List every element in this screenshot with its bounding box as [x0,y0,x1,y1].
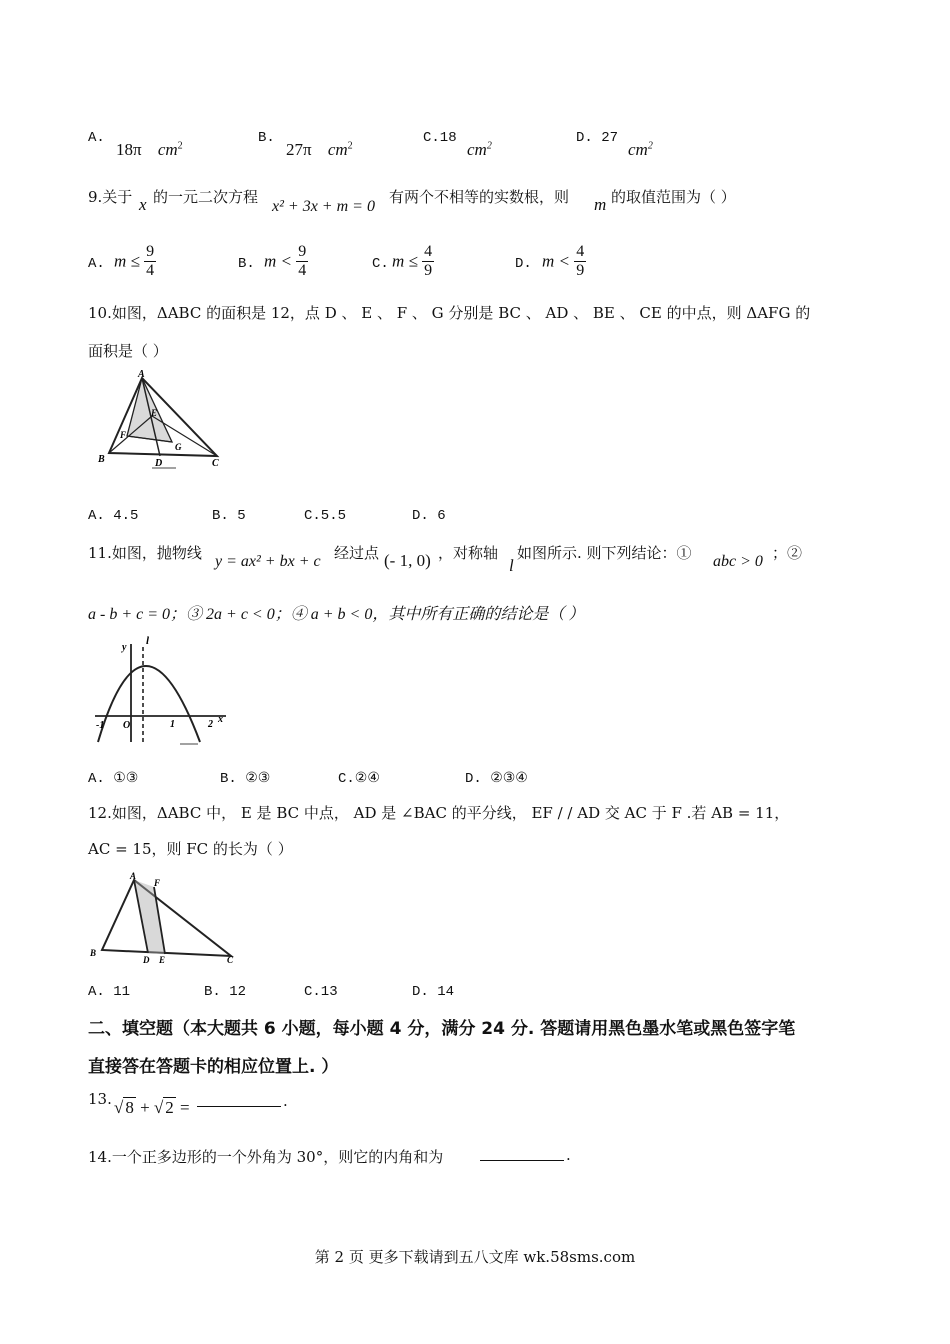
section-2-line-2: 直接答在答题卡的相应位置上. ） [88,1057,339,1077]
q10-option-c: C.5.5 [304,508,347,524]
section-2-line-1: 二、填空题（本大题共 6 小题，每小题 4 分，满分 24 分. 答题请用黑色墨水笔或黑色签字笔 [88,1019,796,1039]
q12-shaded-region [134,880,165,954]
q12-option-d: D. 14 [412,984,455,1000]
q9-option-c-label: C. [372,256,389,272]
q8-c-unit-text: cm [467,140,487,159]
q11-text-5: ；② [772,544,803,562]
q11-option-c: C.②④ [338,771,380,787]
q12-triangle-abc [102,880,231,956]
q8-b-value [286,140,353,160]
q10-label-d: D [155,458,163,469]
q9-a-num: 9 [146,243,155,260]
q10-label-a: A [138,369,145,380]
q9-option-a [114,243,156,280]
q11-option-d: D. ②③④ [465,771,528,787]
page-footer: 第 2 页 更多下载请到五八文库 wk.58sms.com [314,1248,636,1266]
q9-c-frac [422,243,434,280]
q9-c-den: 9 [424,262,433,279]
q9-b-num: 9 [298,243,307,260]
q9-d-frac [574,243,586,280]
q9-d-num: 4 [576,243,585,260]
q9-text-1: 9.关于 [88,188,133,206]
q11-conclusion-1: abc > 0 [713,553,763,570]
q9-text-3: 有两个不相等的实数根，则 [389,188,570,206]
q9-c-num: 4 [424,243,433,260]
q9-b-rel: m < [264,251,292,271]
q10-line-2: 面积是（ ） [88,342,168,360]
q8-a-value [116,140,183,160]
q9-option-d-label: D. [515,256,532,272]
q9-a-den: 4 [146,262,155,279]
q9-b-frac [296,243,308,280]
q12-label-e: E [159,955,166,965]
q9-var-x: x [139,195,147,214]
q8-a-label: A. [88,130,105,146]
q10-label-g: G [175,442,182,452]
q9-text-2: 的一元二次方程 [153,188,259,206]
q11-text-4: 如图所示. 则下列结论：① [517,544,692,562]
q8-c-unit [467,140,492,160]
q12-label-c: C [227,955,234,965]
q8-d-exp: 2 [647,140,653,152]
q11-text-3: ，对称轴 [438,544,499,562]
q8-option-d: D. 27 [576,130,619,146]
q11-text-1: 11.如图，抛物线 [88,544,202,562]
q12-label-f: F [154,878,161,888]
q11-line-2: a - b + c = 0；③ 2a + c < 0；④ a + b < 0，其中所有正确的结论是（ ） [88,606,585,623]
q9-option-b-label: B. [238,256,255,272]
q11-var-l: l [509,556,514,575]
q8-c-exp: 2 [486,140,492,152]
q13-radicand-8: 8 [125,1098,134,1117]
q10-label-e: E [151,408,158,418]
q9-equation: x² + 3x + m = 0 [272,198,375,215]
q12-option-a: A. 11 [88,984,131,1000]
q9-text-4: 的取值范围为（ ） [611,188,736,206]
q12-line-1: 12.如图，ΔABC 中， E 是 BC 中点， AD 是 ∠BAC 的平分线， EF / / AD 交 AC 于 F .若 AB = 11， [88,804,790,822]
q10-label-c: C [212,458,219,469]
q12-option-c: C.13 [304,984,338,1000]
q11-label-minus-1: -1 [96,720,105,731]
q10-option-d: D. 6 [412,508,446,524]
q11-label-l: l [146,635,150,647]
q12-option-b: B. 12 [204,984,247,1000]
q11-equation: y = ax² + bx + c [215,553,321,570]
q11-option-a: A. ①③ [88,771,139,787]
q13-expression [114,1098,190,1118]
q9-var-m: m [594,195,607,214]
q8-option-b [258,130,275,146]
q10-option-a: A. 4.5 [88,508,139,524]
q11-point: (- 1, 0) [384,551,431,570]
q8-a-exp: 2 [177,140,183,152]
q13-equals: = [180,1098,190,1117]
q9-option-a-label: A. [88,256,105,272]
q12-label-b: B [90,948,97,958]
q10-option-b: B. 5 [212,508,246,524]
q13-answer-blank[interactable] [197,1092,281,1107]
q9-option-d [542,243,586,280]
q10-label-b: B [98,454,105,465]
q11-label-2: 2 [208,719,213,730]
q8-option-a [88,130,105,146]
q12-label-a: A [130,871,137,881]
q8-b-num: 27π [286,140,312,159]
q11-label-1: 1 [170,719,175,730]
q9-c-rel: m ≤ [392,251,418,271]
q9-a-frac [144,243,156,280]
q11-label-x: x [218,714,223,725]
q11-label-o: O [123,720,131,731]
q14-text: 14.一个正多边形的一个外角为 30°，则它的内角和为 [88,1148,444,1166]
q13-period: . [283,1092,288,1110]
q11-text-2: 经过点 [334,544,380,562]
q10-figure [92,368,227,476]
q8-a-unit: cm [157,140,178,159]
q13-sqrt-2: √ 2 [153,1098,174,1117]
q8-option-c: C.18 [423,130,457,146]
q9-option-c [392,243,434,280]
q14-answer-blank[interactable] [480,1146,564,1161]
q9-option-b [264,243,308,280]
q8-b-unit: cm [327,140,348,159]
q8-d-unit-text: cm [628,140,648,159]
q10-line-1: 10.如图，ΔABC 的面积是 12，点 D 、 E 、 F 、 G 分别是 BC 、 AD 、 BE 、 CE 的中点，则 ΔAFG 的 [88,304,811,322]
q10-label-f: F [120,430,127,440]
q14-period: . [566,1146,571,1164]
q9-b-den: 4 [298,262,307,279]
q11-parabola [98,666,200,742]
q8-a-num: 18π [116,140,142,159]
q11-label-y: y [122,642,127,653]
q13-sqrt-8: √ 8 [114,1098,134,1117]
q12-label-d: D [143,955,150,965]
q13-radicand-2: 2 [165,1098,174,1117]
q8-b-exp: 2 [347,140,353,152]
q9-d-rel: m < [542,251,570,271]
q11-option-b: B. ②③ [220,771,271,787]
q9-d-den: 9 [576,262,585,279]
q9-a-rel: m ≤ [114,251,140,271]
q8-d-unit [628,140,653,160]
q13-number: 13. [88,1090,112,1108]
q11-figure [90,630,240,748]
q10-triangle-abc [109,378,217,456]
q12-figure [86,870,238,966]
q12-line-2: AC = 15，则 FC 的长为（ ） [88,840,293,858]
q13-plus: + [140,1098,150,1117]
q8-b-label: B. [258,130,275,146]
